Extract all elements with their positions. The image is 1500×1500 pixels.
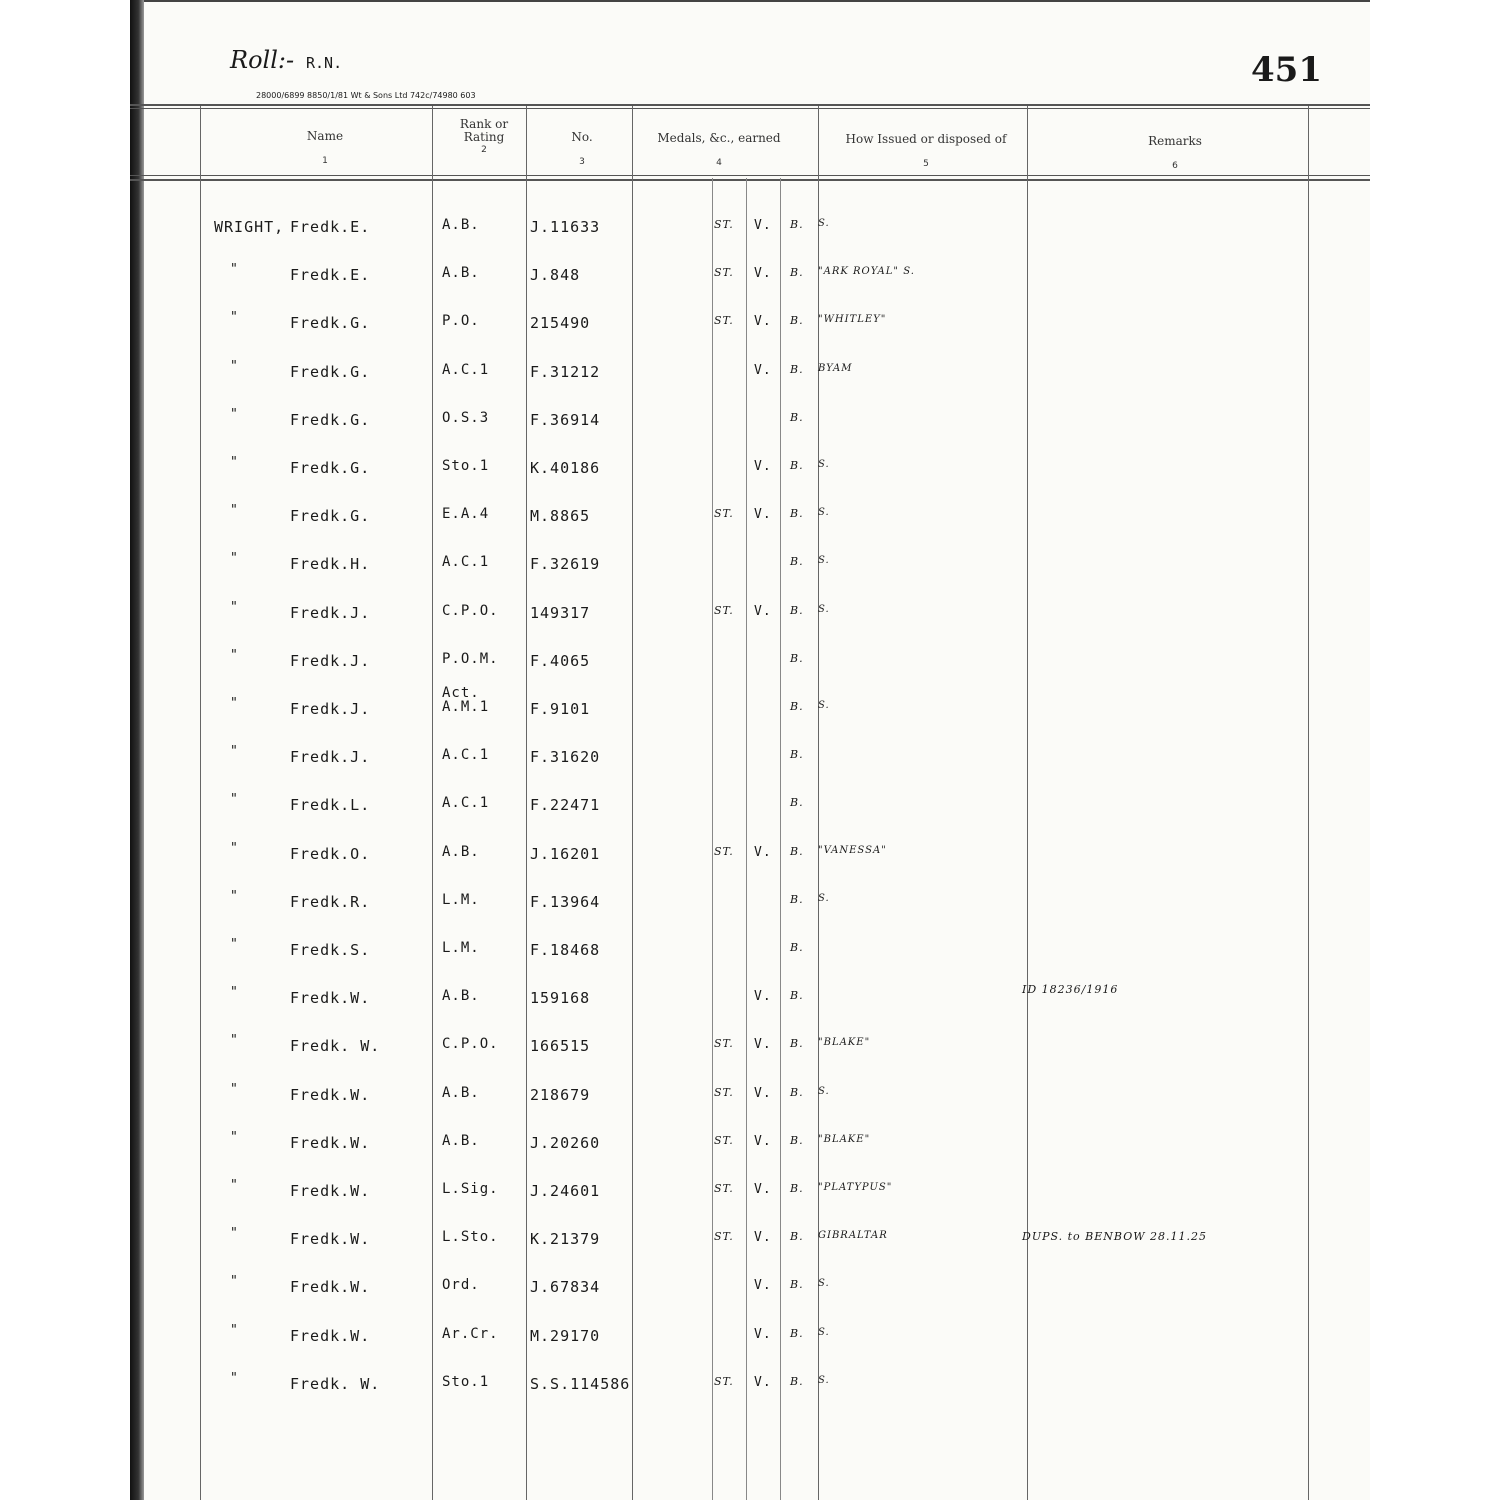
british-war-medal-cell: B. bbox=[790, 1182, 804, 1195]
service-number-cell: K.40186 bbox=[530, 459, 601, 477]
rank-cell: P.O. bbox=[442, 313, 480, 330]
column-label: Medals, &c., earned bbox=[657, 131, 781, 145]
rank-cell: L.M. bbox=[442, 891, 480, 908]
surname-cell: " bbox=[230, 792, 239, 808]
star-medal-cell: ST. bbox=[714, 266, 734, 280]
service-number-cell: F.13964 bbox=[530, 892, 601, 911]
british-war-medal-cell: B. bbox=[790, 1374, 804, 1388]
rank-cell: A.C.1 bbox=[442, 554, 490, 571]
victory-medal-cell: V. bbox=[754, 1374, 772, 1390]
british-war-medal-cell: B. bbox=[790, 362, 804, 376]
issued-cell: S. bbox=[818, 892, 830, 904]
surname-cell: " bbox=[230, 1370, 239, 1386]
rank-cell: L.Sig. bbox=[442, 1181, 499, 1197]
issued-cell: "WHITLEY" bbox=[818, 314, 887, 326]
rank-cell: A.B. bbox=[442, 265, 480, 282]
victory-medal-cell: V. bbox=[754, 362, 772, 378]
rank-cell: Sto.1 bbox=[442, 1373, 490, 1390]
star-medal-cell: ST. bbox=[714, 314, 734, 328]
british-war-medal-cell: B. bbox=[790, 844, 804, 858]
table-row bbox=[130, 1178, 1370, 1206]
issued-cell: GIBRALTAR bbox=[818, 1230, 888, 1242]
victory-medal-cell: V. bbox=[754, 1230, 772, 1246]
surname-cell: " bbox=[230, 647, 239, 663]
service-number-cell: J.20260 bbox=[530, 1133, 601, 1152]
rank-cell: E.A.4 bbox=[442, 506, 490, 523]
british-war-medal-cell: B. bbox=[790, 218, 804, 231]
given-name-cell: Fredk.J. bbox=[290, 748, 371, 767]
service-number-cell: 159168 bbox=[530, 989, 591, 1008]
british-war-medal-cell: B. bbox=[790, 989, 804, 1003]
victory-medal-cell: V. bbox=[754, 1085, 772, 1101]
rank-cell: L.M. bbox=[442, 940, 480, 956]
surname-cell: " bbox=[230, 888, 239, 904]
surname-cell: " bbox=[230, 455, 239, 470]
victory-medal-cell: V. bbox=[754, 314, 772, 330]
issued-cell: S. bbox=[818, 700, 830, 711]
remarks-cell: ID 18236/1916 bbox=[1022, 983, 1119, 997]
surname-cell: " bbox=[230, 599, 239, 615]
issued-cell: S. bbox=[818, 507, 830, 519]
british-war-medal-cell: B. bbox=[790, 700, 804, 713]
british-war-medal-cell: B. bbox=[790, 410, 804, 424]
british-war-medal-cell: B. bbox=[790, 1326, 804, 1340]
rank-cell: A.C.1 bbox=[442, 361, 490, 378]
given-name-cell: Fredk. W. bbox=[290, 1037, 381, 1056]
service-number-cell: S.S.114586 bbox=[530, 1374, 631, 1393]
service-number-cell: F.4065 bbox=[530, 651, 591, 670]
service-number-cell: J.67834 bbox=[530, 1278, 601, 1297]
british-war-medal-cell: B. bbox=[790, 1278, 804, 1292]
roll-label: Roll:- bbox=[230, 46, 295, 74]
rank-cell: Ord. bbox=[442, 1277, 480, 1294]
rank-cell: Sto.1 bbox=[442, 458, 490, 474]
rank-cell: C.P.O. bbox=[442, 1036, 499, 1053]
table-row bbox=[130, 744, 1370, 772]
british-war-medal-cell: B. bbox=[790, 1085, 804, 1099]
rank-cell: L.Sto. bbox=[442, 1229, 499, 1246]
service-number-cell: 166515 bbox=[530, 1037, 591, 1056]
service-number-cell: J.11633 bbox=[530, 218, 601, 236]
service-number-cell: F.31620 bbox=[530, 748, 601, 767]
service-number-cell: J.16201 bbox=[530, 844, 601, 863]
service-number-cell: F.18468 bbox=[530, 941, 601, 959]
table-row bbox=[130, 218, 1370, 242]
table-row bbox=[130, 262, 1370, 290]
issued-cell: S. bbox=[818, 555, 830, 567]
british-war-medal-cell: B. bbox=[790, 266, 804, 280]
table-row bbox=[130, 983, 1370, 1013]
british-war-medal-cell: B. bbox=[790, 603, 804, 617]
given-name-cell: Fredk.J. bbox=[290, 700, 371, 718]
british-war-medal-cell: B. bbox=[790, 1230, 804, 1244]
service-number-cell: F.31212 bbox=[530, 362, 601, 381]
rank-cell: C.P.O. bbox=[442, 602, 499, 619]
table-row bbox=[130, 840, 1370, 869]
british-war-medal-cell: B. bbox=[790, 555, 804, 569]
victory-medal-cell: V. bbox=[754, 459, 772, 474]
service-number-cell: K.21379 bbox=[530, 1230, 601, 1249]
given-name-cell: Fredk.J. bbox=[290, 651, 371, 670]
column-label: How Issued or disposed of bbox=[845, 132, 1007, 146]
table-row bbox=[130, 310, 1370, 338]
british-war-medal-cell: B. bbox=[790, 941, 804, 954]
given-name-cell: Fredk.W. bbox=[290, 1182, 371, 1200]
issued-cell: "BLAKE" bbox=[818, 1133, 871, 1145]
given-name-cell: Fredk.E. bbox=[290, 218, 371, 236]
column-number: 1 bbox=[322, 156, 328, 166]
service-number-cell: M.8865 bbox=[530, 507, 591, 526]
victory-medal-cell: V. bbox=[754, 603, 772, 619]
surname-cell: " bbox=[230, 1226, 239, 1242]
british-war-medal-cell: B. bbox=[790, 651, 804, 665]
given-name-cell: Fredk.S. bbox=[290, 941, 371, 959]
table-row bbox=[130, 1322, 1370, 1351]
print-reference: 28000/6899 8850/1/81 Wt & Sons Ltd 742c/74980 603 bbox=[256, 91, 476, 100]
british-war-medal-cell: B. bbox=[790, 748, 804, 762]
issued-cell: "ARK ROYAL" S. bbox=[818, 266, 915, 278]
victory-medal-cell: V. bbox=[754, 1326, 772, 1342]
given-name-cell: Fredk. W. bbox=[290, 1374, 381, 1393]
surname-cell: " bbox=[230, 1033, 239, 1049]
surname-cell: " bbox=[230, 358, 239, 374]
rank-cell: Act. A.M.1 bbox=[442, 685, 490, 715]
service-number-cell: F.36914 bbox=[530, 410, 601, 429]
surname-cell: " bbox=[230, 696, 239, 711]
table-row bbox=[130, 551, 1370, 579]
table-row bbox=[130, 685, 1370, 724]
issued-cell: "PLATYPUS" bbox=[818, 1182, 893, 1193]
victory-medal-cell: V. bbox=[754, 989, 772, 1005]
star-medal-cell: ST. bbox=[714, 1037, 734, 1051]
star-medal-cell: ST. bbox=[714, 1230, 734, 1244]
surname-cell: " bbox=[230, 985, 239, 1001]
ledger-page bbox=[130, 0, 1370, 1500]
issued-cell: S. bbox=[818, 1085, 830, 1097]
rank-cell: A.C.1 bbox=[442, 747, 490, 764]
surname-cell: " bbox=[230, 1274, 239, 1290]
rank-cell: A.B. bbox=[442, 843, 480, 860]
given-name-cell: Fredk.E. bbox=[290, 266, 371, 285]
column-number: 3 bbox=[579, 157, 585, 167]
surname-cell: " bbox=[230, 503, 239, 519]
star-medal-cell: ST. bbox=[714, 1085, 734, 1099]
rank-cell: Ar.Cr. bbox=[442, 1325, 499, 1342]
surname-cell: " bbox=[230, 744, 239, 760]
issued-cell: "VANESSA" bbox=[818, 844, 887, 856]
service-number-cell: F.22471 bbox=[530, 796, 601, 815]
table-row bbox=[130, 792, 1370, 820]
column-label: Rank or Rating bbox=[459, 117, 509, 144]
surname-cell: WRIGHT, bbox=[214, 218, 285, 236]
column-number: 2 bbox=[481, 145, 487, 155]
given-name-cell: Fredk.G. bbox=[290, 459, 371, 477]
service-number-cell: F.9101 bbox=[530, 700, 591, 718]
given-name-cell: Fredk.W. bbox=[290, 1326, 371, 1345]
rank-cell: P.O.M. bbox=[442, 650, 499, 667]
given-name-cell: Fredk.J. bbox=[290, 603, 371, 622]
issued-cell: S. bbox=[818, 603, 830, 615]
service-number-cell: 215490 bbox=[530, 314, 591, 333]
issued-cell: S. bbox=[818, 1278, 830, 1290]
given-name-cell: Fredk.W. bbox=[290, 1230, 371, 1249]
given-name-cell: Fredk.G. bbox=[290, 314, 371, 333]
column-label: No. bbox=[571, 130, 593, 144]
victory-medal-cell: V. bbox=[754, 1037, 772, 1053]
page-number: 451 bbox=[1251, 50, 1322, 90]
table-row bbox=[130, 937, 1370, 965]
surname-cell: " bbox=[230, 1129, 239, 1145]
remarks-cell: DUPS. to BENBOW 28.11.25 bbox=[1022, 1230, 1207, 1244]
table-row bbox=[130, 406, 1370, 435]
given-name-cell: Fredk.G. bbox=[290, 362, 371, 381]
surname-cell: " bbox=[230, 310, 239, 326]
issued-cell: BYAM bbox=[818, 362, 853, 374]
given-name-cell: Fredk.H. bbox=[290, 555, 371, 574]
issued-cell: S. bbox=[818, 1326, 830, 1338]
british-war-medal-cell: B. bbox=[790, 1037, 804, 1051]
issued-cell: S. bbox=[818, 218, 830, 229]
given-name-cell: Fredk.W. bbox=[290, 1133, 371, 1152]
column-label: Name bbox=[306, 129, 344, 143]
victory-medal-cell: V. bbox=[754, 1278, 772, 1294]
service-number-cell: 218679 bbox=[530, 1085, 591, 1104]
table-row bbox=[130, 888, 1370, 917]
victory-medal-cell: V. bbox=[754, 507, 772, 523]
surname-cell: " bbox=[230, 1322, 239, 1338]
british-war-medal-cell: B. bbox=[790, 1133, 804, 1147]
rank-cell: A.B. bbox=[442, 217, 480, 233]
table-row bbox=[130, 599, 1370, 628]
service-number-cell: 149317 bbox=[530, 603, 591, 622]
table-row bbox=[130, 503, 1370, 531]
table-row bbox=[130, 455, 1370, 483]
british-war-medal-cell: B. bbox=[790, 892, 804, 906]
rank-cell: A.B. bbox=[442, 1132, 480, 1149]
rank-cell: O.S.3 bbox=[442, 409, 490, 426]
column-number: 5 bbox=[923, 159, 929, 169]
given-name-cell: Fredk.O. bbox=[290, 844, 371, 863]
given-name-cell: Fredk.R. bbox=[290, 892, 371, 911]
surname-cell: " bbox=[230, 840, 239, 856]
table-row bbox=[130, 358, 1370, 387]
column-number: 6 bbox=[1172, 161, 1178, 171]
star-medal-cell: ST. bbox=[714, 1133, 734, 1147]
roll-entries bbox=[130, 0, 1370, 1500]
british-war-medal-cell: B. bbox=[790, 507, 804, 521]
given-name-cell: Fredk.W. bbox=[290, 1278, 371, 1297]
british-war-medal-cell: B. bbox=[790, 459, 804, 472]
given-name-cell: Fredk.L. bbox=[290, 796, 371, 815]
table-row bbox=[130, 1370, 1370, 1399]
victory-medal-cell: V. bbox=[754, 218, 772, 233]
service-number-cell: F.32619 bbox=[530, 555, 601, 574]
surname-cell: " bbox=[230, 1081, 239, 1097]
table-row bbox=[130, 1033, 1370, 1061]
column-label: Remarks bbox=[1148, 134, 1202, 148]
rank-cell: A.B. bbox=[442, 1084, 480, 1101]
table-row bbox=[130, 1129, 1370, 1158]
table-row bbox=[130, 647, 1370, 676]
table-row bbox=[130, 1081, 1370, 1110]
victory-medal-cell: V. bbox=[754, 844, 772, 860]
surname-cell: " bbox=[230, 551, 239, 567]
star-medal-cell: ST. bbox=[714, 603, 734, 617]
issued-cell: S. bbox=[818, 459, 830, 470]
given-name-cell: Fredk.W. bbox=[290, 1085, 371, 1104]
rank-cell: A.B. bbox=[442, 988, 480, 1005]
roll-value: R.N. bbox=[306, 54, 343, 72]
surname-cell: " bbox=[230, 937, 239, 952]
column-number: 4 bbox=[716, 158, 722, 168]
star-medal-cell: ST. bbox=[714, 1374, 734, 1388]
issued-cell: S. bbox=[818, 1374, 830, 1386]
service-number-cell: J.848 bbox=[530, 266, 581, 285]
victory-medal-cell: V. bbox=[754, 1182, 772, 1197]
table-row bbox=[130, 1274, 1370, 1302]
star-medal-cell: ST. bbox=[714, 218, 734, 231]
given-name-cell: Fredk.W. bbox=[290, 989, 371, 1008]
victory-medal-cell: V. bbox=[754, 1133, 772, 1149]
surname-cell: " bbox=[230, 406, 239, 422]
surname-cell: " bbox=[230, 1178, 239, 1193]
star-medal-cell: ST. bbox=[714, 507, 734, 521]
surname-cell: " bbox=[230, 262, 239, 278]
issued-cell: "BLAKE" bbox=[818, 1037, 871, 1049]
given-name-cell: Fredk.G. bbox=[290, 507, 371, 526]
given-name-cell: Fredk.G. bbox=[290, 410, 371, 429]
table-row bbox=[130, 1226, 1370, 1254]
star-medal-cell: ST. bbox=[714, 844, 734, 858]
british-war-medal-cell: B. bbox=[790, 796, 804, 810]
service-number-cell: M.29170 bbox=[530, 1326, 601, 1345]
star-medal-cell: ST. bbox=[714, 1182, 734, 1195]
rank-cell: A.C.1 bbox=[442, 795, 490, 812]
service-number-cell: J.24601 bbox=[530, 1182, 601, 1200]
victory-medal-cell: V. bbox=[754, 266, 772, 282]
british-war-medal-cell: B. bbox=[790, 314, 804, 328]
